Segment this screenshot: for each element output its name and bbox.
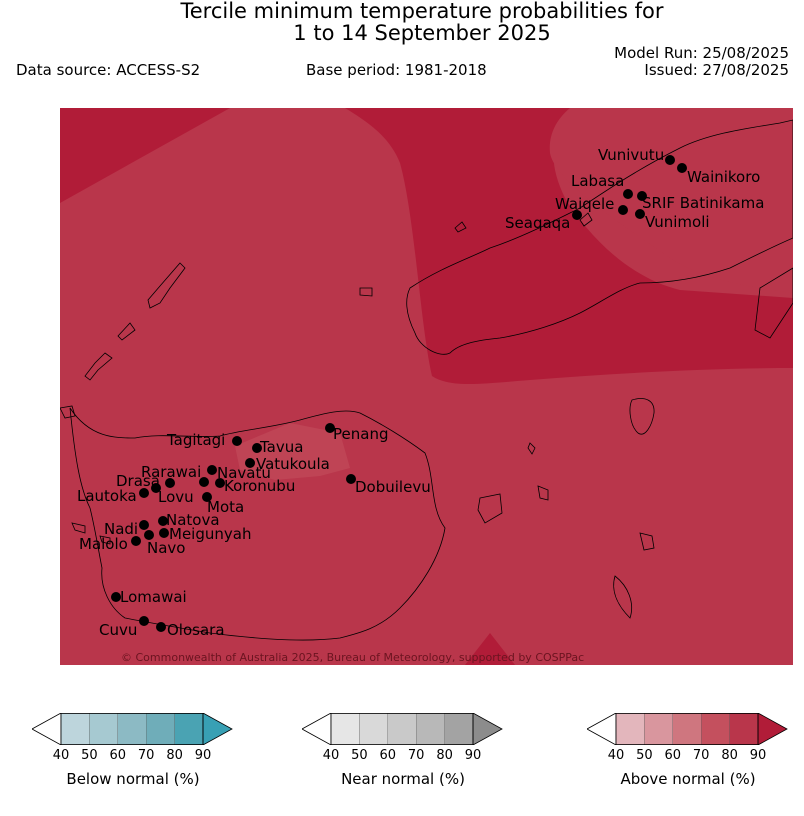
station-label: SRIF Batinikama [642,194,765,212]
station-marker-waiqele [618,205,628,215]
colorbar-segment [730,713,758,745]
station-marker-navatu [207,465,217,475]
base-period-label: Base period: 1981-2018 [306,61,487,79]
station-label: Lomawai [120,588,187,606]
title-line-1: Tercile minimum temperature probabilities for [180,0,664,23]
colorbar-max-extend [473,713,502,745]
title-line-2: 1 to 14 September 2025 [293,21,551,45]
colorbar-min-extend [32,713,61,745]
colorbar-segment [118,713,146,745]
colorbar-segment [388,713,416,745]
legend-label-above: Above normal (%) [620,770,756,788]
tick-label: 60 [664,748,682,763]
colorbar-segment [89,713,117,745]
colorbar-segment [146,713,174,745]
colorbar-max-extend [758,713,787,745]
station-label: Nadi [104,520,139,538]
station-label: Drasa [116,472,160,490]
tick-label: 40 [322,748,340,763]
tick-label: 50 [636,748,653,763]
station-label: Tavua [260,438,304,456]
tick-label: 60 [109,748,127,763]
station-label: Olosara [167,621,225,639]
station-label: Cuvu [99,621,138,639]
station-marker-wainikoro [677,163,687,173]
station-marker-labasa [623,189,633,199]
tick-label: 70 [137,748,155,763]
tick-label: 70 [407,748,425,763]
issued-label: Issued: 27/08/2025 [644,61,789,79]
tick-label: 90 [749,748,767,763]
legend-above-normal [587,713,789,745]
copyright-text: © Commonwealth of Australia 2025, Bureau of Meteorology, supported by COSPPac [121,651,585,664]
station-label: Waiqele [555,195,615,213]
legend-ticks-near [302,748,504,764]
tick-label: 60 [379,748,397,763]
station-label: Labasa [571,172,625,190]
legend-label-below: Below normal (%) [66,770,200,788]
station-marker-cuvu [139,616,149,626]
probability-map [60,108,793,665]
tick-label: 50 [351,748,368,763]
tick-label: 80 [436,748,453,763]
legend-near-normal [302,713,504,745]
tick-label: 90 [194,748,212,763]
tick-label: 40 [607,748,625,763]
station-label: Rarawai [141,463,202,481]
station-label: Navo [147,539,186,557]
colorbar-segment [175,713,203,745]
model-run-label: Model Run: 25/08/2025 [614,44,789,62]
colorbar-segment [331,713,359,745]
station-label: Meigunyah [169,525,252,543]
station-marker-tagitagi [232,436,242,446]
station-label: Lovu [158,488,194,506]
station-label: Seaqaqa [505,214,571,232]
legend-ticks-below [32,748,234,764]
colorbar-near-normal [302,713,504,745]
station-label: Vunivutu [598,146,665,164]
station-label: Vatukoula [256,455,330,473]
tick-label: 90 [464,748,482,763]
tick-label: 50 [81,748,98,763]
colorbar-min-extend [302,713,331,745]
station-label: Tagitagi [167,431,226,449]
station-label: Malolo [79,535,128,553]
station-label: Navatu [217,464,271,482]
tick-label: 80 [166,748,183,763]
station-label: Vunimoli [645,213,710,231]
station-marker-olosara [156,622,166,632]
tick-label: 80 [721,748,738,763]
legend-label-near: Near normal (%) [341,770,465,788]
station-label: Koronubu [224,477,296,495]
page-title [0,0,804,44]
legend-ticks-above [587,748,789,764]
station-label: Lautoka [77,487,137,505]
colorbar-below-normal [32,713,234,745]
station-label: Natova [166,511,220,529]
colorbar-segment [445,713,473,745]
station-marker-vunivutu [665,155,675,165]
colorbar-segment [61,713,89,745]
tick-label: 40 [52,748,70,763]
data-source-label: Data source: ACCESS-S2 [16,61,201,79]
colorbar-segment [701,713,729,745]
station-marker-nadi [139,520,149,530]
station-label: Mota [207,498,245,516]
colorbar-min-extend [587,713,616,745]
legend-below-normal [32,713,234,745]
colorbar-above-normal [587,713,789,745]
colorbar-segment [416,713,444,745]
tick-label: 70 [692,748,710,763]
station-label: Wainikoro [687,168,761,186]
colorbar-segment [673,713,701,745]
colorbar-max-extend [203,713,232,745]
station-marker-meigunyah [159,528,169,538]
colorbar-segment [644,713,672,745]
model-info [614,45,789,79]
station-label: Penang [333,425,389,443]
colorbar-segment [359,713,387,745]
colorbar-segment [616,713,644,745]
station-label: Dobuilevu [355,478,431,496]
